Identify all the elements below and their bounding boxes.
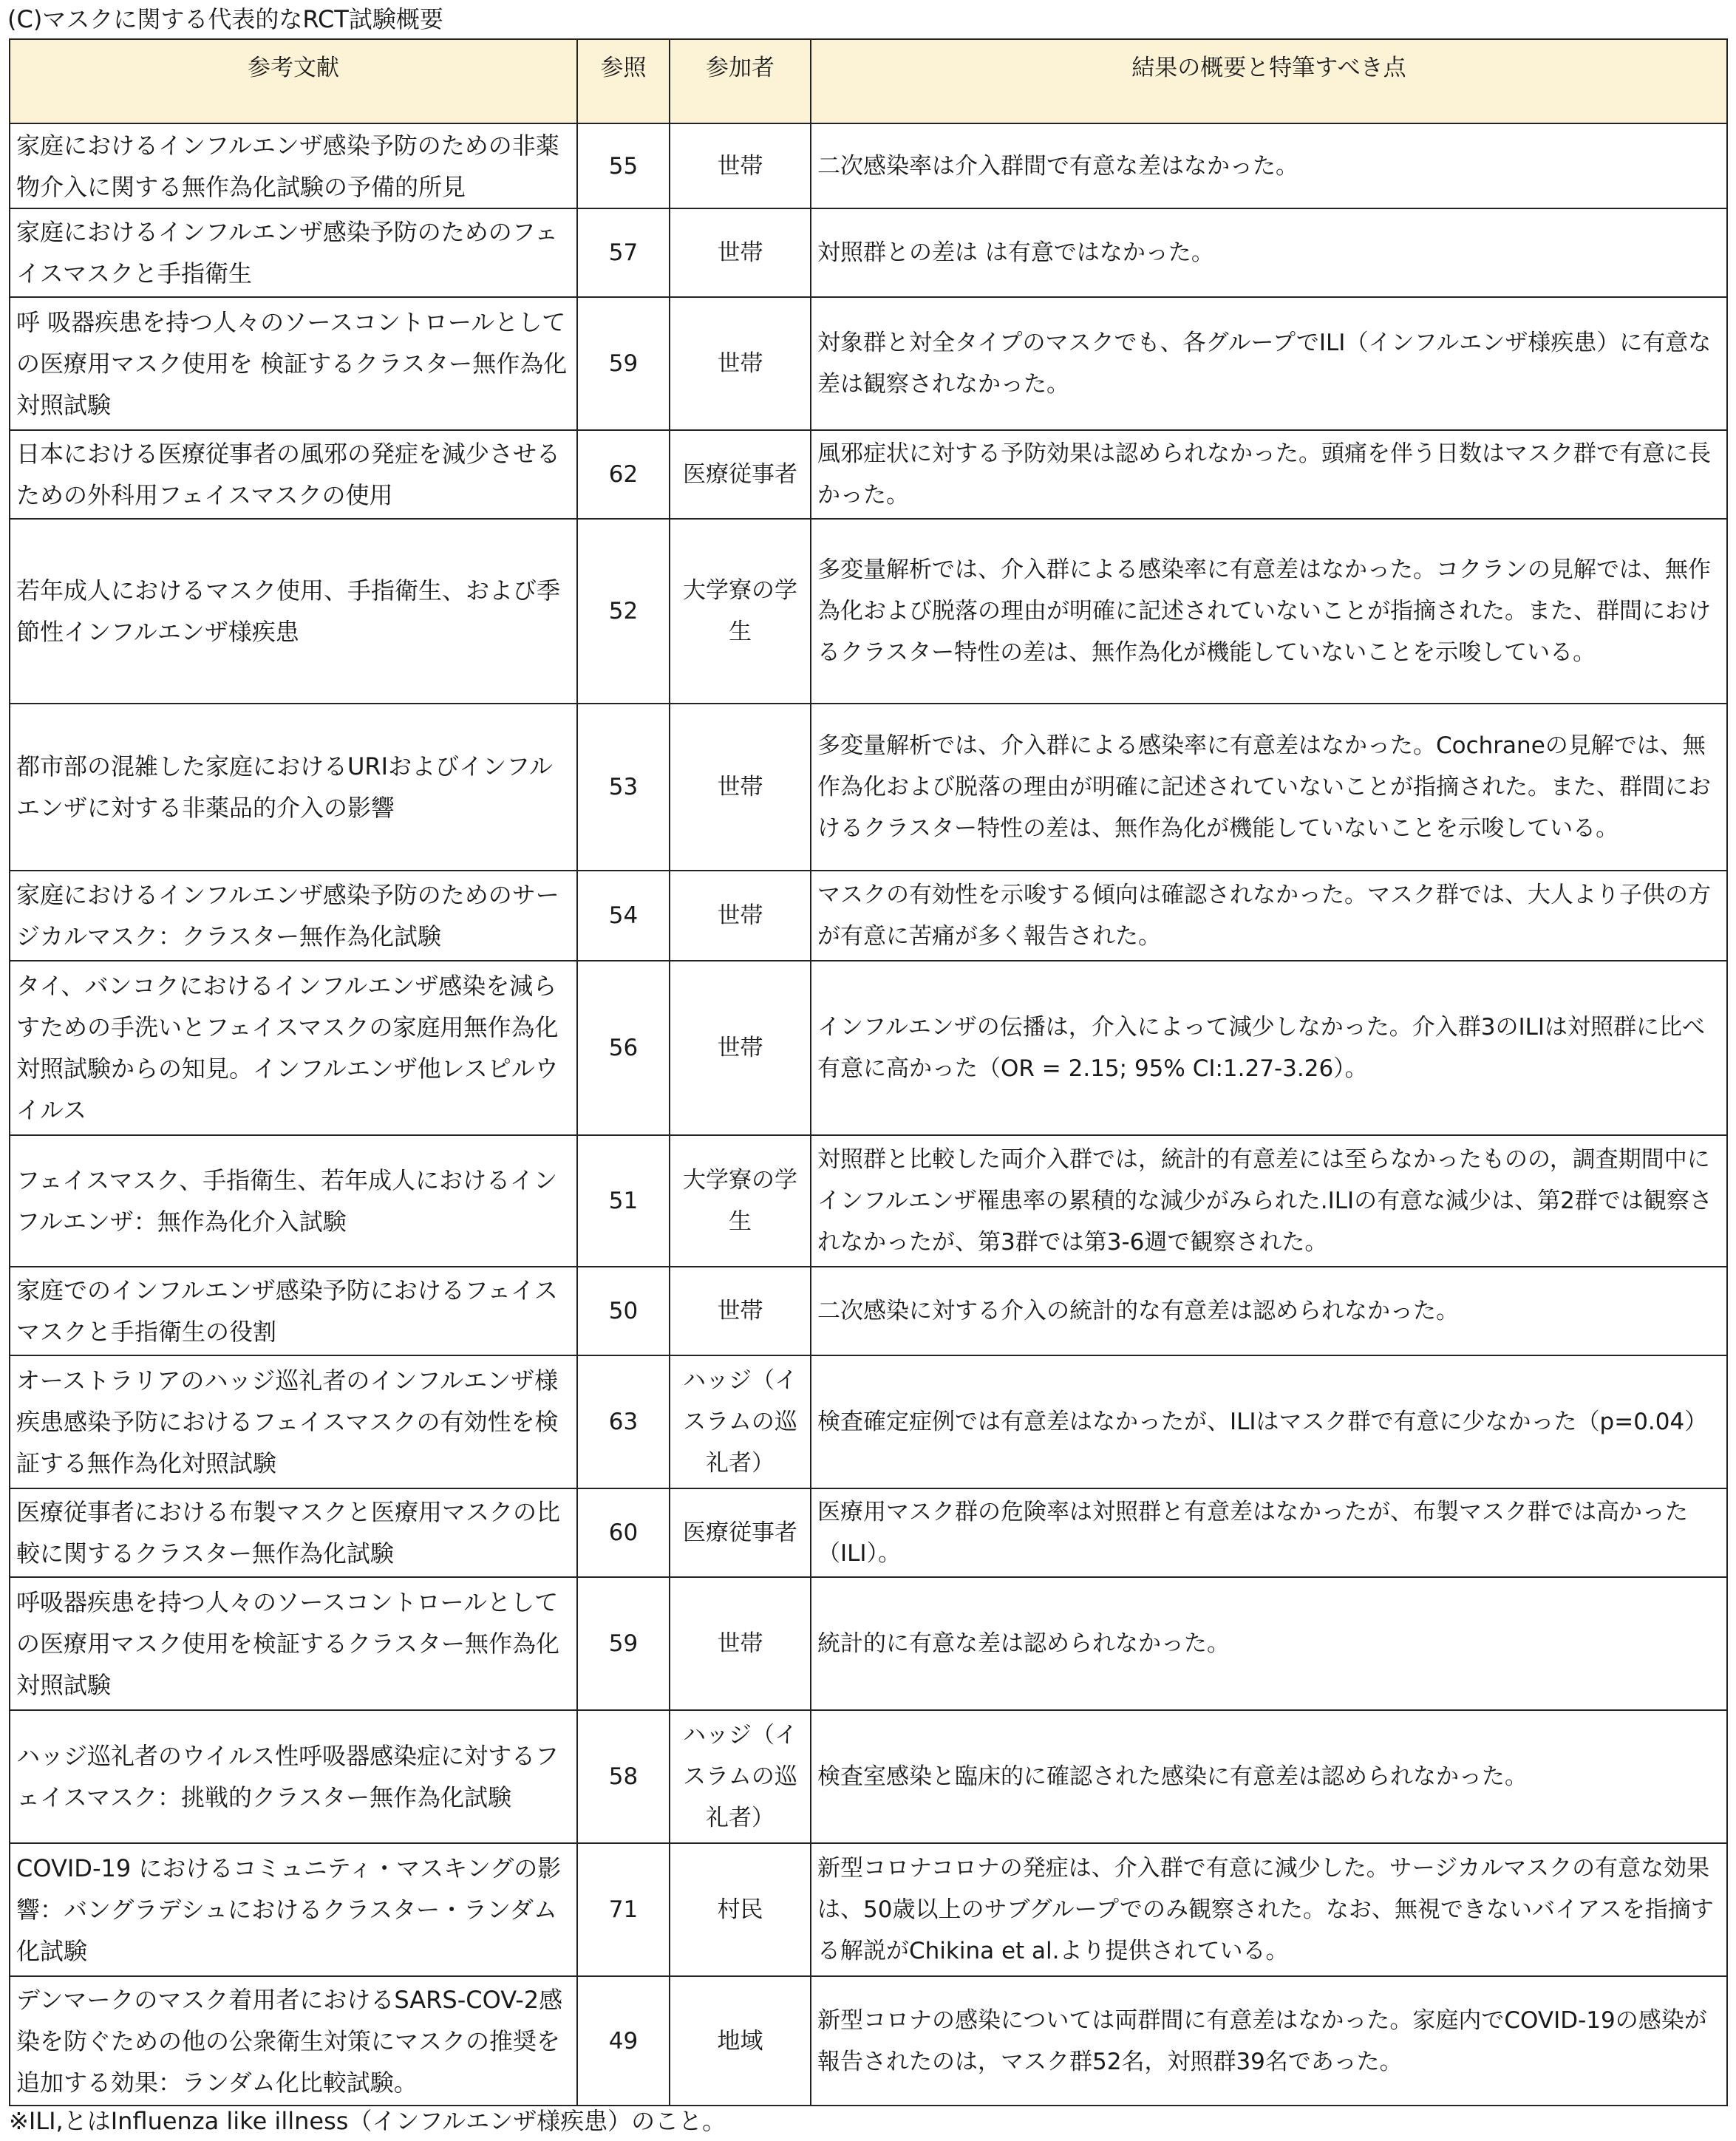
header-reference: 参考文献 [10,39,577,123]
participants-cell: 大学寮の学生 [670,519,811,704]
ref-no-cell: 60 [577,1488,670,1577]
participants-cell: 地域 [670,1976,811,2106]
reference-cell: 家庭におけるインフルエンザ感染予防のための非薬物介入に関する無作為化試験の予備的所見 [10,123,577,208]
reference-cell: 家庭におけるインフルエンザ感染予防のためのフェイスマスクと手指衛生 [10,208,577,297]
summary-cell: 風邪症状に対する予防効果は認められなかった。頭痛を伴う日数はマスク群で有意に長かった。 [811,430,1727,519]
reference-cell: 呼 吸器疾患を持つ人々のソースコントロールとしての医療用マスク使用を 検証するクラスター無作為化対照試験 [10,297,577,430]
summary-cell: 医療用マスク群の危険率は対照群と有意差はなかったが、布製マスク群では高かった（ILI）。 [811,1488,1727,1577]
participants-cell: ハッジ（イスラムの巡礼者） [670,1355,811,1488]
reference-cell: オーストラリアのハッジ巡礼者のインフルエンザ様疾患感染予防におけるフェイスマスクの有効性を検証する無作為化対照試験 [10,1355,577,1488]
reference-cell: 呼吸器疾患を持つ人々のソースコントロールとしての医療用マスク使用を検証するクラスター無作為化対照試験 [10,1577,577,1710]
table-row [10,1135,1727,1267]
summary-cell: 多変量解析では、介入群による感染率に有意差はなかった。コクランの見解では、無作為化および脱落の理由が明確に記述されていないことが指摘された。また、群間におけるクラスター特性の差は、無作為化が機能していないことを示唆している。 [811,519,1727,704]
header-ref-no: 参照 [577,39,670,123]
ref-no-cell: 53 [577,704,670,871]
reference-cell: COVID-19 におけるコミュニティ・マスキングの影響：バングラデシュにおけるクラスター・ランダム化試験 [10,1843,577,1976]
participants-cell: 世帯 [670,871,811,961]
table-row [10,519,1727,704]
table-row [10,123,1727,208]
ref-no-cell: 55 [577,123,670,208]
ref-no-cell: 54 [577,871,670,961]
summary-cell: 二次感染率は介入群間で有意な差はなかった。 [811,123,1727,208]
table-caption: (C)マスクに関する代表的なRCT試験概要 [7,5,443,33]
reference-cell: 医療従事者における布製マスクと医療用マスクの比較に関するクラスター無作為化試験 [10,1488,577,1577]
table-row [10,1355,1727,1488]
reference-cell: ハッジ巡礼者のウイルス性呼吸器感染症に対するフェイスマスク：挑戦的クラスター無作為化試験 [10,1710,577,1843]
summary-cell: 検査確定症例では有意差はなかったが、ILIはマスク群で有意に少なかった（p=0.04） [811,1355,1727,1488]
ref-no-cell: 63 [577,1355,670,1488]
participants-cell: 医療従事者 [670,1488,811,1577]
table-row [10,1710,1727,1843]
ref-no-cell: 59 [577,1577,670,1710]
summary-cell: 新型コロナの感染については両群間に有意差はなかった。家庭内でCOVID-19の感染が報告されたのは，マスク群52名，対照群39名であった。 [811,1976,1727,2106]
participants-cell: 世帯 [670,1267,811,1355]
participants-cell: 村民 [670,1843,811,1976]
table-row [10,1267,1727,1355]
ref-no-cell: 56 [577,961,670,1135]
participants-cell: 世帯 [670,1577,811,1710]
ref-no-cell: 58 [577,1710,670,1843]
ref-no-cell: 59 [577,297,670,430]
summary-cell: 検査室感染と臨床的に確認された感染に有意差は認められなかった。 [811,1710,1727,1843]
reference-cell: 若年成人におけるマスク使用、手指衛生、および季節性インフルエンザ様疾患 [10,519,577,704]
reference-cell: 日本における医療従事者の風邪の発症を減少させるための外科用フェイスマスクの使用 [10,430,577,519]
ref-no-cell: 62 [577,430,670,519]
ref-no-cell: 71 [577,1843,670,1976]
summary-cell: マスクの有効性を示唆する傾向は確認されなかった。マスク群では、大人より子供の方が有意に苦痛が多く報告された。 [811,871,1727,961]
footnote: ※ILI,とはInfluenza like illness（インフルエンザ様疾患）のこと。 [9,2107,726,2135]
table-row [10,871,1727,961]
participants-cell: 世帯 [670,123,811,208]
participants-cell: 世帯 [670,297,811,430]
participants-cell: 世帯 [670,208,811,297]
participants-cell: 世帯 [670,704,811,871]
table-row [10,704,1727,871]
header-summary: 結果の概要と特筆すべき点 [811,39,1727,123]
table-row [10,297,1727,430]
participants-cell: ハッジ（イスラムの巡礼者） [670,1710,811,1843]
reference-cell: 都市部の混雑した家庭におけるURIおよびインフルエンザに対する非薬品的介入の影響 [10,704,577,871]
ref-no-cell: 52 [577,519,670,704]
rct-summary-table [9,38,1728,2106]
ref-no-cell: 57 [577,208,670,297]
summary-cell: 対象群と対全タイプのマスクでも、各グループでILI（インフルエンザ様疾患）に有意な差は観察されなかった。 [811,297,1727,430]
summary-cell: 統計的に有意な差は認められなかった。 [811,1577,1727,1710]
ref-no-cell: 51 [577,1135,670,1267]
header-participants: 参加者 [670,39,811,123]
summary-cell: 対照群と比較した両介入群では，統計的有意差には至らなかったものの，調査期間中にインフルエンザ罹患率の累積的な減少がみられた.ILIの有意な減少は、第2群では観察されなかったが、第3群では第3-6週で観察された。 [811,1135,1727,1267]
header-row [10,39,1727,123]
ref-no-cell: 49 [577,1976,670,2106]
summary-cell: 二次感染に対する介入の統計的な有意差は認められなかった。 [811,1267,1727,1355]
reference-cell: 家庭でのインフルエンザ感染予防におけるフェイスマスクと手指衛生の役割 [10,1267,577,1355]
participants-cell: 医療従事者 [670,430,811,519]
table-row [10,1843,1727,1976]
reference-cell: 家庭におけるインフルエンザ感染予防のためのサージカルマスク：クラスター無作為化試験 [10,871,577,961]
table-row [10,1577,1727,1710]
table-row [10,1488,1727,1577]
table-row [10,430,1727,519]
summary-cell: インフルエンザの伝播は，介入によって減少しなかった。介入群3のILIは対照群に比べ有意に高かった（OR = 2.15; 95% CI:1.27-3.26）。 [811,961,1727,1135]
reference-cell: フェイスマスク、手指衛生、若年成人におけるインフルエンザ：無作為化介入試験 [10,1135,577,1267]
table-row [10,1976,1727,2106]
summary-cell: 対照群との差は は有意ではなかった。 [811,208,1727,297]
participants-cell: 大学寮の学生 [670,1135,811,1267]
table-row [10,961,1727,1135]
table-row [10,208,1727,297]
summary-cell: 多変量解析では、介入群による感染率に有意差はなかった。Cochraneの見解では、無作為化および脱落の理由が明確に記述されていないことが指摘された。また、群間におけるクラスター特性の差は、無作為化が機能していないことを示唆している。 [811,704,1727,871]
participants-cell: 世帯 [670,961,811,1135]
reference-cell: タイ、バンコクにおけるインフルエンザ感染を減らすための手洗いとフェイスマスクの家庭用無作為化対照試験からの知見。インフルエンザ他レスピルウイルス [10,961,577,1135]
reference-cell: デンマークのマスク着用者におけるSARS-COV-2感染を防ぐための他の公衆衛生対策にマスクの推奨を追加する効果：ランダム化比較試験。 [10,1976,577,2106]
ref-no-cell: 50 [577,1267,670,1355]
summary-cell: 新型コロナコロナの発症は、介入群で有意に減少した。サージカルマスクの有意な効果は、50歳以上のサブグループでのみ観察された。なお、無視できないバイアスを指摘する解説がChikina et al.より提供されている。 [811,1843,1727,1976]
